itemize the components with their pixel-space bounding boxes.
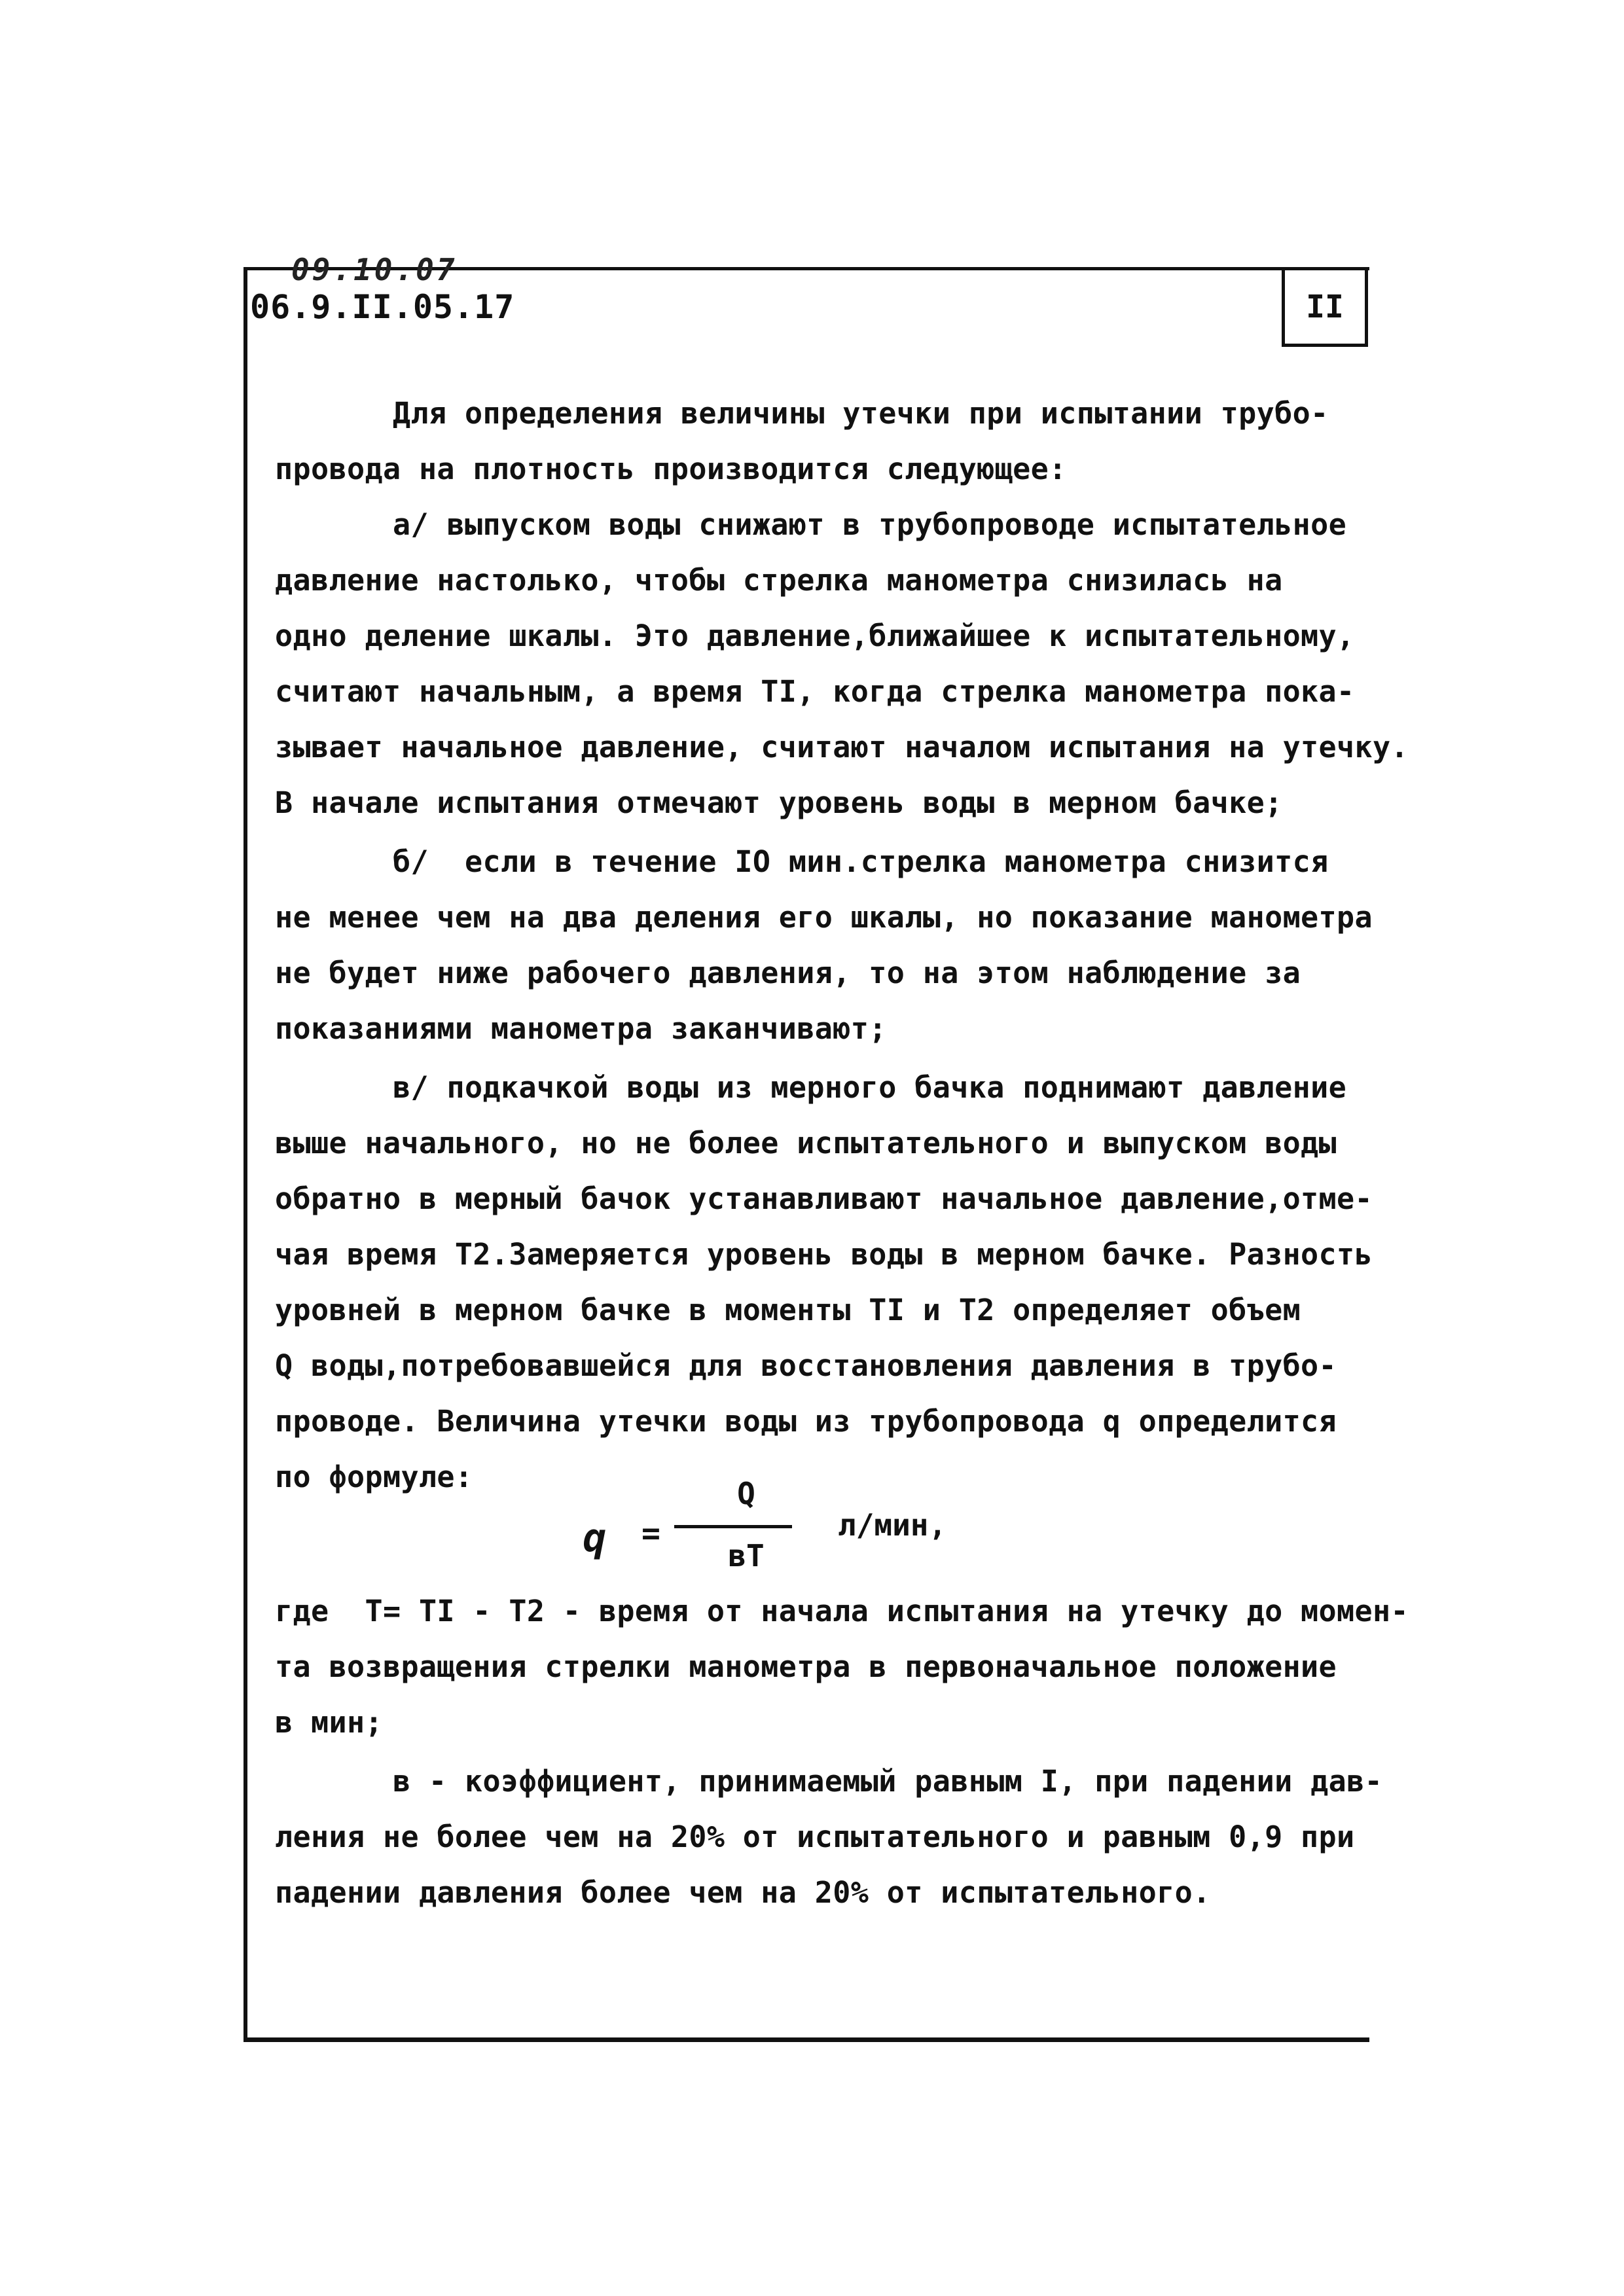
body-line: выше начального, но не более испытательного и выпуском воды — [275, 1126, 1337, 1160]
body-line: ления не более чем на 20% от испытательного и равным 0,9 при — [275, 1820, 1355, 1854]
formula-denominator: вT — [728, 1538, 765, 1573]
body-line: считают начальным, а время TI, когда стрелка манометра пока- — [275, 674, 1355, 709]
body-line: давление настолько, чтобы стрелка манометра снизилась на — [275, 563, 1283, 598]
body-line: проводе. Величина утечки воды из трубопровода q определится — [275, 1404, 1337, 1439]
body-line: по формуле: — [275, 1460, 473, 1494]
body-line: провода на плотность производится следующее: — [275, 452, 1067, 486]
body-line: та возвращения стрелки манометра в первоначальное положение — [275, 1649, 1337, 1684]
leak-formula — [576, 1476, 982, 1594]
body-line: где T= TI - T2 - время от начала испытания на утечку до момен- — [275, 1594, 1409, 1628]
body-line: В начале испытания отмечают уровень воды в мерном бачке; — [275, 785, 1283, 820]
body-line: обратно в мерный бачок устанавливают начальное давление,отме- — [275, 1181, 1373, 1216]
formula-lhs: q — [583, 1515, 607, 1561]
page-number: II — [1282, 267, 1368, 347]
body-line: показаниями манометра заканчивают; — [275, 1011, 887, 1046]
body-line: в - коэффициент, принимаемый равным I, при падении дав- — [393, 1764, 1383, 1799]
fraction-bar — [674, 1525, 792, 1528]
body-line: зывает начальное давление, считают началом испытания на утечку. — [275, 730, 1409, 764]
body-line: Q воды,потребовавшейся для восстановления давления в трубо- — [275, 1348, 1337, 1383]
body-line: чая время T2.Замеряется уровень воды в мерном бачке. Разность — [275, 1237, 1373, 1272]
body-line: в мин; — [275, 1705, 383, 1740]
formula-equals: = — [641, 1515, 660, 1552]
body-line: одно деление шкалы. Это давление,ближайшее к испытательному, — [275, 619, 1355, 653]
handwritten-date: 09.10.07 — [291, 252, 458, 287]
body-line: б/ если в течение IO мин.стрелка манометра снизится — [393, 844, 1329, 879]
body-line: а/ выпуском воды снижают в трубопроводе испытательное — [393, 507, 1347, 542]
body-line: не менее чем на два деления его шкалы, но показание манометра — [275, 900, 1373, 935]
body-line: уровней в мерном бачке в моменты TI и T2 определяет объем — [275, 1293, 1301, 1327]
body-line: Для определения величины утечки при испытании трубо- — [393, 396, 1329, 431]
body-line: не будет ниже рабочего давления, то на этом наблюдение за — [275, 956, 1301, 990]
formula-unit: л/мин, — [838, 1507, 947, 1543]
document-code: 06.9.II.05.17 — [250, 288, 515, 326]
body-line: в/ подкачкой воды из мерного бачка поднимают давление — [393, 1070, 1347, 1105]
formula-numerator: Q — [737, 1476, 755, 1511]
body-line: падении давления более чем на 20% от испытательного. — [275, 1875, 1211, 1910]
